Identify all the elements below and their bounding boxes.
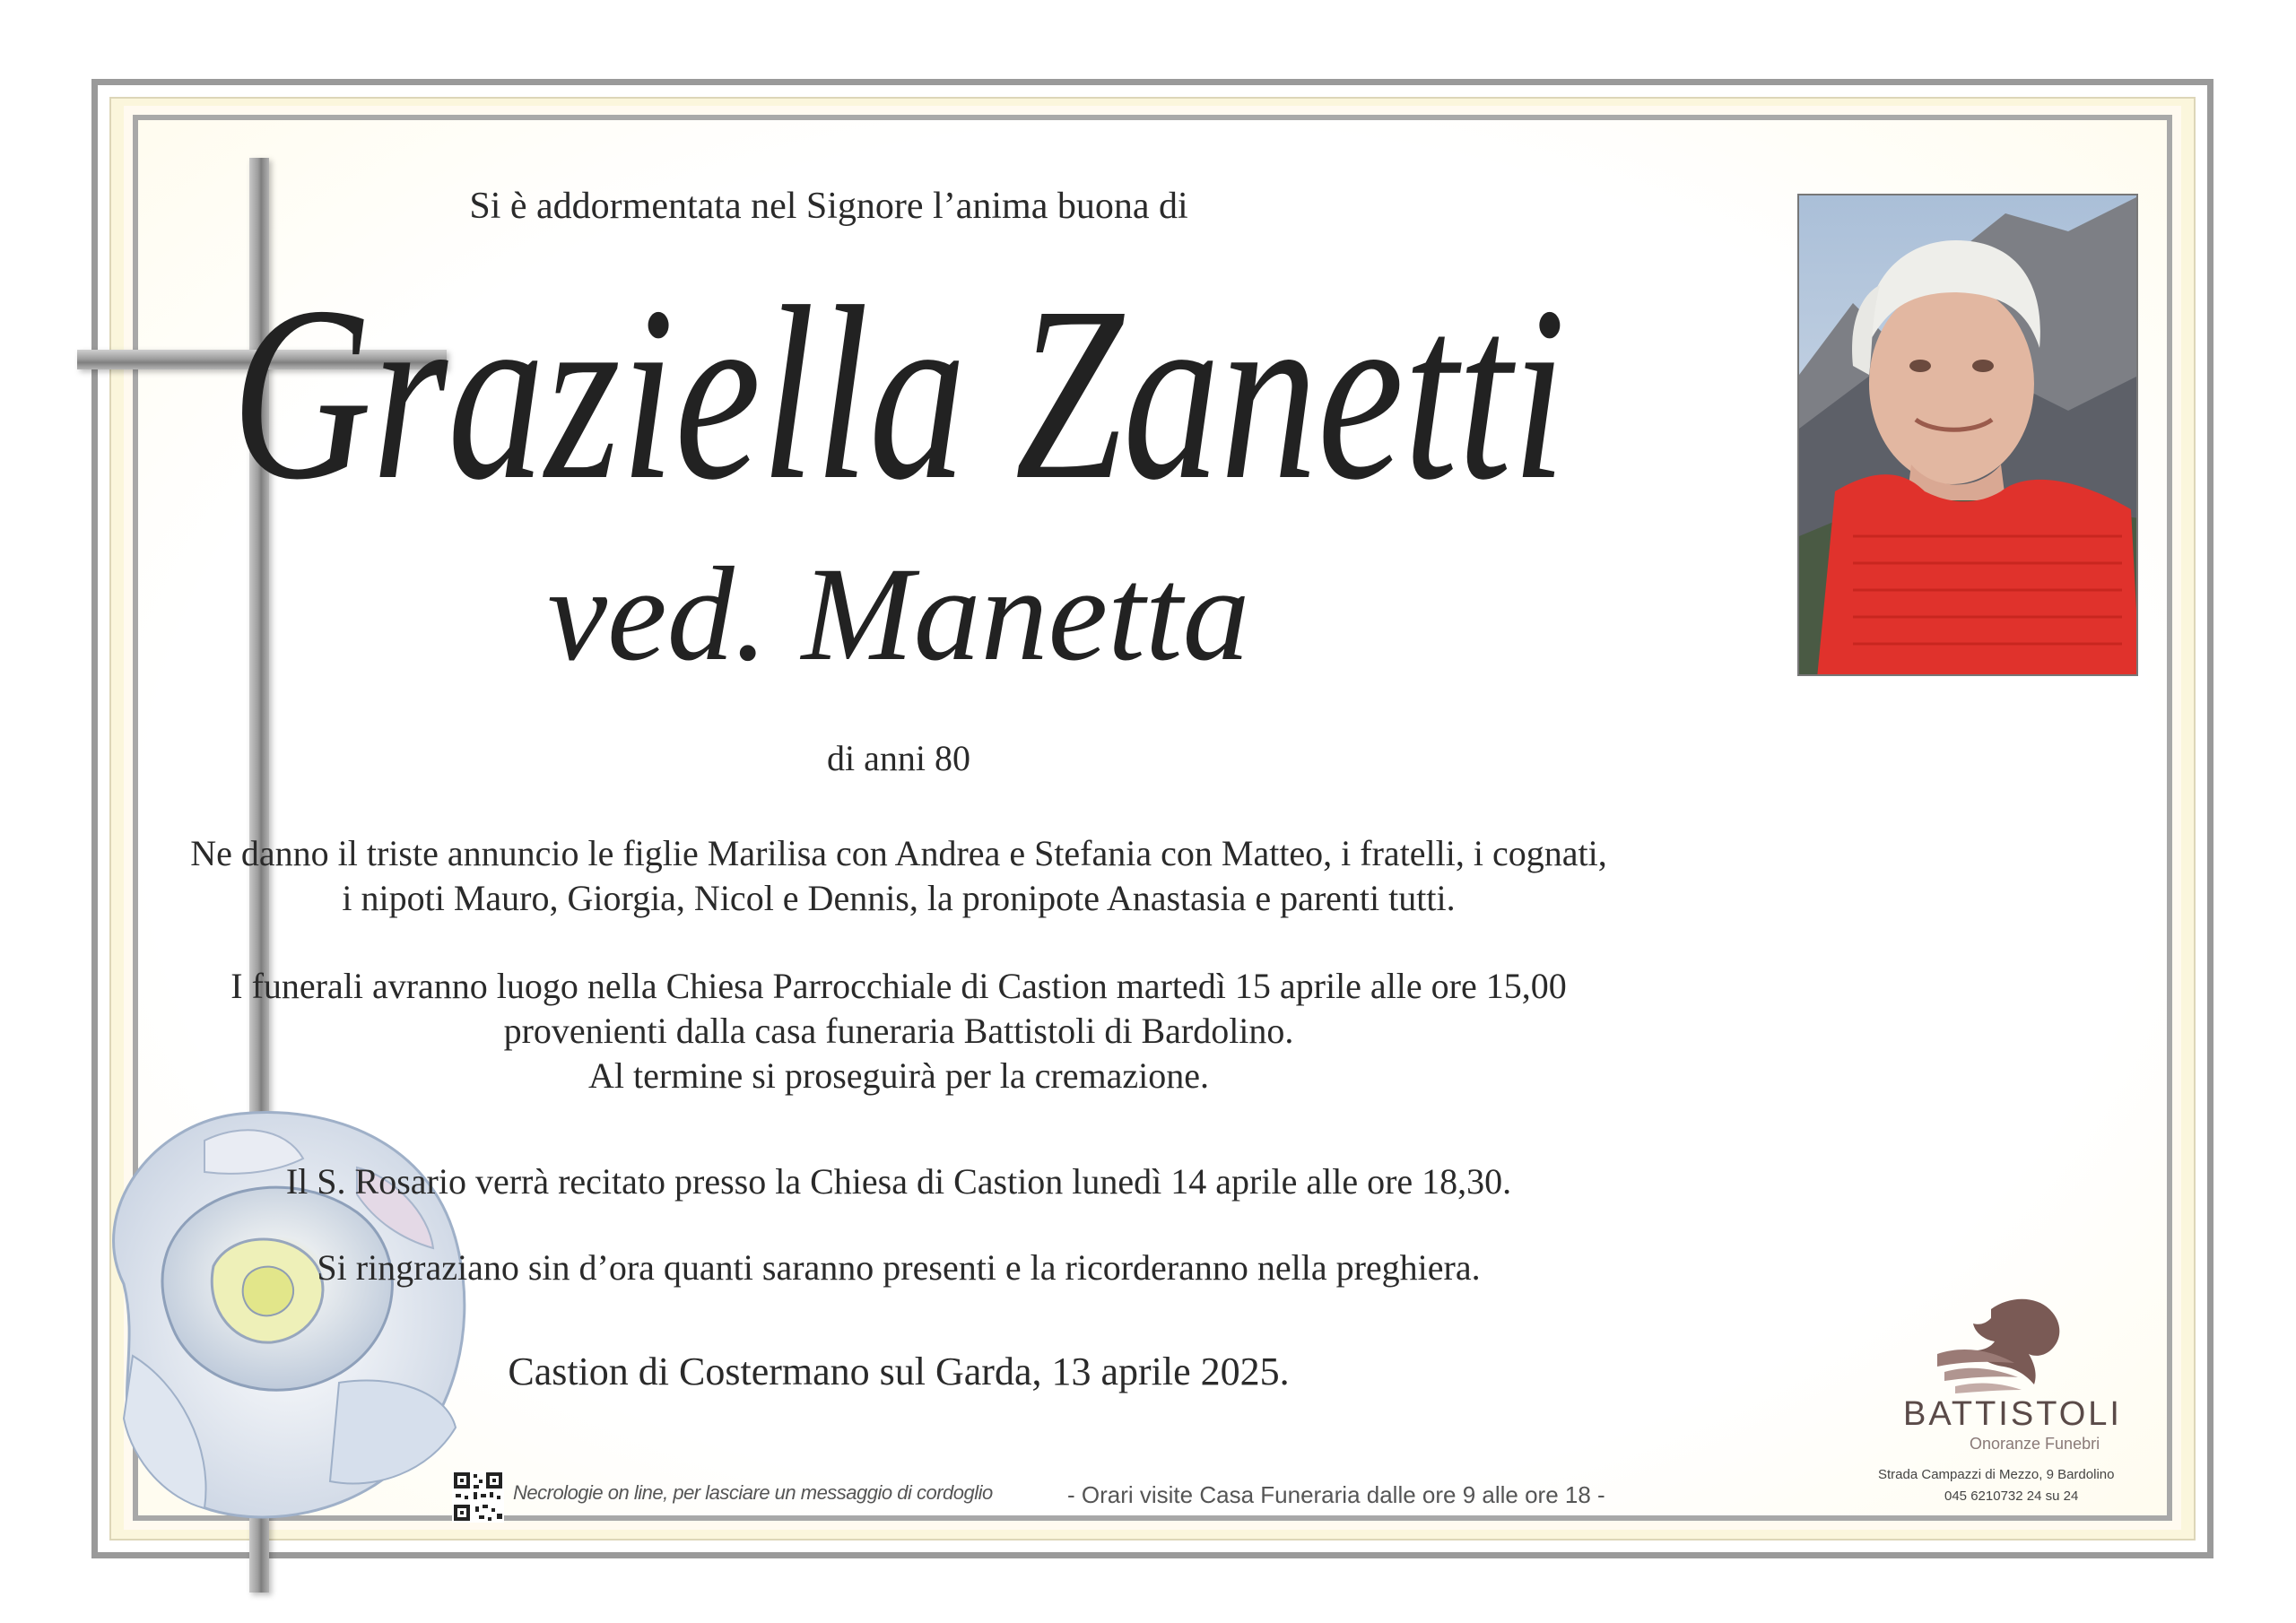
funeral-home-subtitle: Onoranze Funebri — [1970, 1435, 2100, 1453]
portrait-photo — [1797, 194, 2138, 676]
place-date-text: Castion di Costermano sul Garda, 13 aprile 2025. — [508, 1350, 1290, 1393]
visiting-hours-text: - Orari visite Casa Funeraria dalle ore 9 alle ore 18 - — [1067, 1481, 1605, 1508]
announcement-line: i nipoti Mauro, Giorgia, Nicol e Dennis, la pronipote Anastasia e parenti tutti. — [342, 878, 1456, 918]
qr-code-icon[interactable] — [452, 1471, 504, 1523]
funeral-line: I funerali avranno luogo nella Chiesa Parrocchiale di Castion martedì 15 aprile alle ore 15,00 — [230, 966, 1567, 1006]
age-text: di anni 80 — [827, 738, 970, 778]
funeral-home-name: BATTISTOLI — [1903, 1395, 2122, 1433]
funeral-line: Al termine si proseguirà per la cremazione. — [588, 1055, 1209, 1096]
intro-text: Si è addormentata nel Signore l’anima buona di — [469, 186, 1188, 227]
battistoli-horse-logo-icon — [1928, 1291, 2072, 1399]
thanks-text: Si ringraziano sin d’ora quanti saranno presenti e la ricorderanno nella preghiera. — [317, 1247, 1481, 1288]
online-condolence-note: Necrologie on line, per lasciare un messaggio di cordoglio — [513, 1481, 993, 1504]
deceased-name: Graziella Zanetti — [231, 256, 1566, 532]
announcement-line: Ne danno il triste annuncio le figlie Marilisa con Andrea e Stefania con Matteo, i fratelli, i cognati, — [190, 833, 1607, 873]
funeral-home-phone: 045 6210732 24 su 24 — [1944, 1488, 2079, 1504]
funeral-home-address: Strada Campazzi di Mezzo, 9 Bardolino — [1878, 1467, 2115, 1482]
funeral-line: provenienti dalla casa funeraria Battistoli di Bardolino. — [503, 1011, 1294, 1051]
married-name: ved. Manetta — [547, 540, 1250, 689]
rosary-text: Il S. Rosario verrà recitato presso la Chiesa di Castion lunedì 14 aprile alle ore 18,30. — [285, 1161, 1512, 1202]
white-rose-illustration — [70, 1087, 483, 1562]
